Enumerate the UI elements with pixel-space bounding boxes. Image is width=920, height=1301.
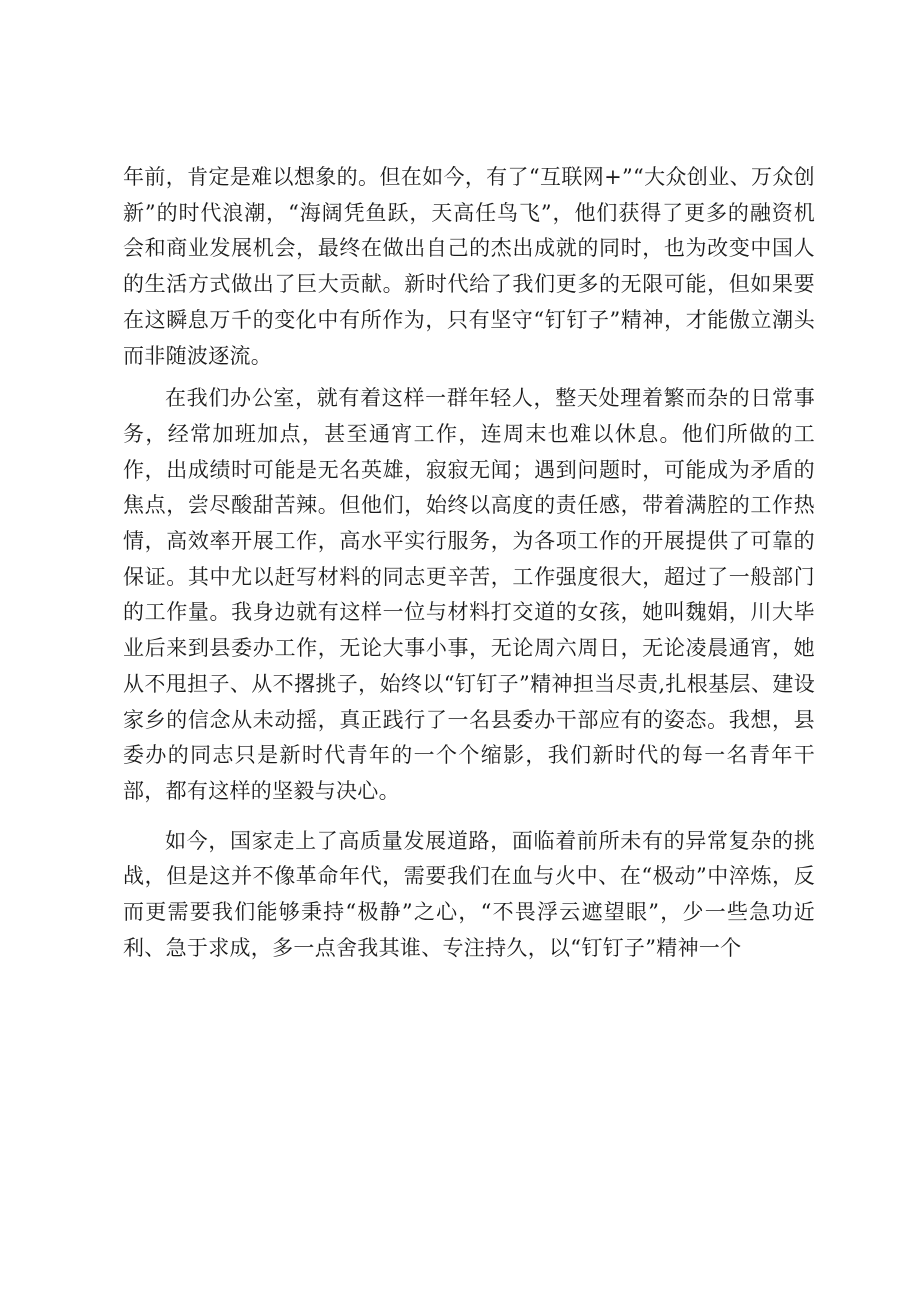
paragraph-3: 如今，国家走上了高质量发展道路，面临着前所未有的异常复杂的挑战，但是这并不像革命年代，需要我们在血与火中、在“极动”中淬炼，反而更需要我们能够秉持“极静”之心，“不畏浮云遮望眼”，少一些急功近利、急于求成，多一点舍我其谁、专注持久，以“钉钉子”精神一个: [123, 828, 815, 960]
body-text: [123, 160, 815, 966]
paragraph-1: 年前，肯定是难以想象的。但在如今，有了“互联网+”“大众创业、万众创新”的时代浪潮，“海阔凭鱼跃，天高任鸟飞”，他们获得了更多的融资机会和商业发展机会，最终在做出自己的杰出成就的同时，也为改变中国人的生活方式做出了巨大贡献。新时代给了我们更多的无限可能，但如果要在这瞬息万千的变化中有所作为，只有坚守“钉钉子”精神，才能傲立潮头而非随波逐流。: [123, 165, 815, 368]
paragraph-2: 在我们办公室，就有着这样一群年轻人，整天处理着繁而杂的日常事务，经常加班加点，甚至通宵工作，连周末也难以休息。他们所做的工作，出成绩时可能是无名英雄，寂寂无闻；遇到问题时，可能成为矛盾的焦点，尝尽酸甜苦辣。但他们，始终以高度的责任感，带着满腔的工作热情，高效率开展工作，高水平实行服务，为各项工作的开展提供了可靠的保证。其中尤以赶写材料的同志更辛苦，工作强度很大，超过了一般部门的工作量。我身边就有这样一位与材料打交道的女孩，她叫魏娟，川大毕业后来到县委办工作，无论大事小事，无论周六周日，无论凌晨通宵，她从不甩担子、从不撂挑子，始终以“钉钉子”精神担当尽责,扎根基层、建设家乡的信念从未动摇，真正践行了一名县委办干部应有的姿态。我想，县委办的同志只是新时代青年的一个个缩影，我们新时代的每一名青年干部，都有这样的坚毅与决心。: [123, 386, 815, 803]
